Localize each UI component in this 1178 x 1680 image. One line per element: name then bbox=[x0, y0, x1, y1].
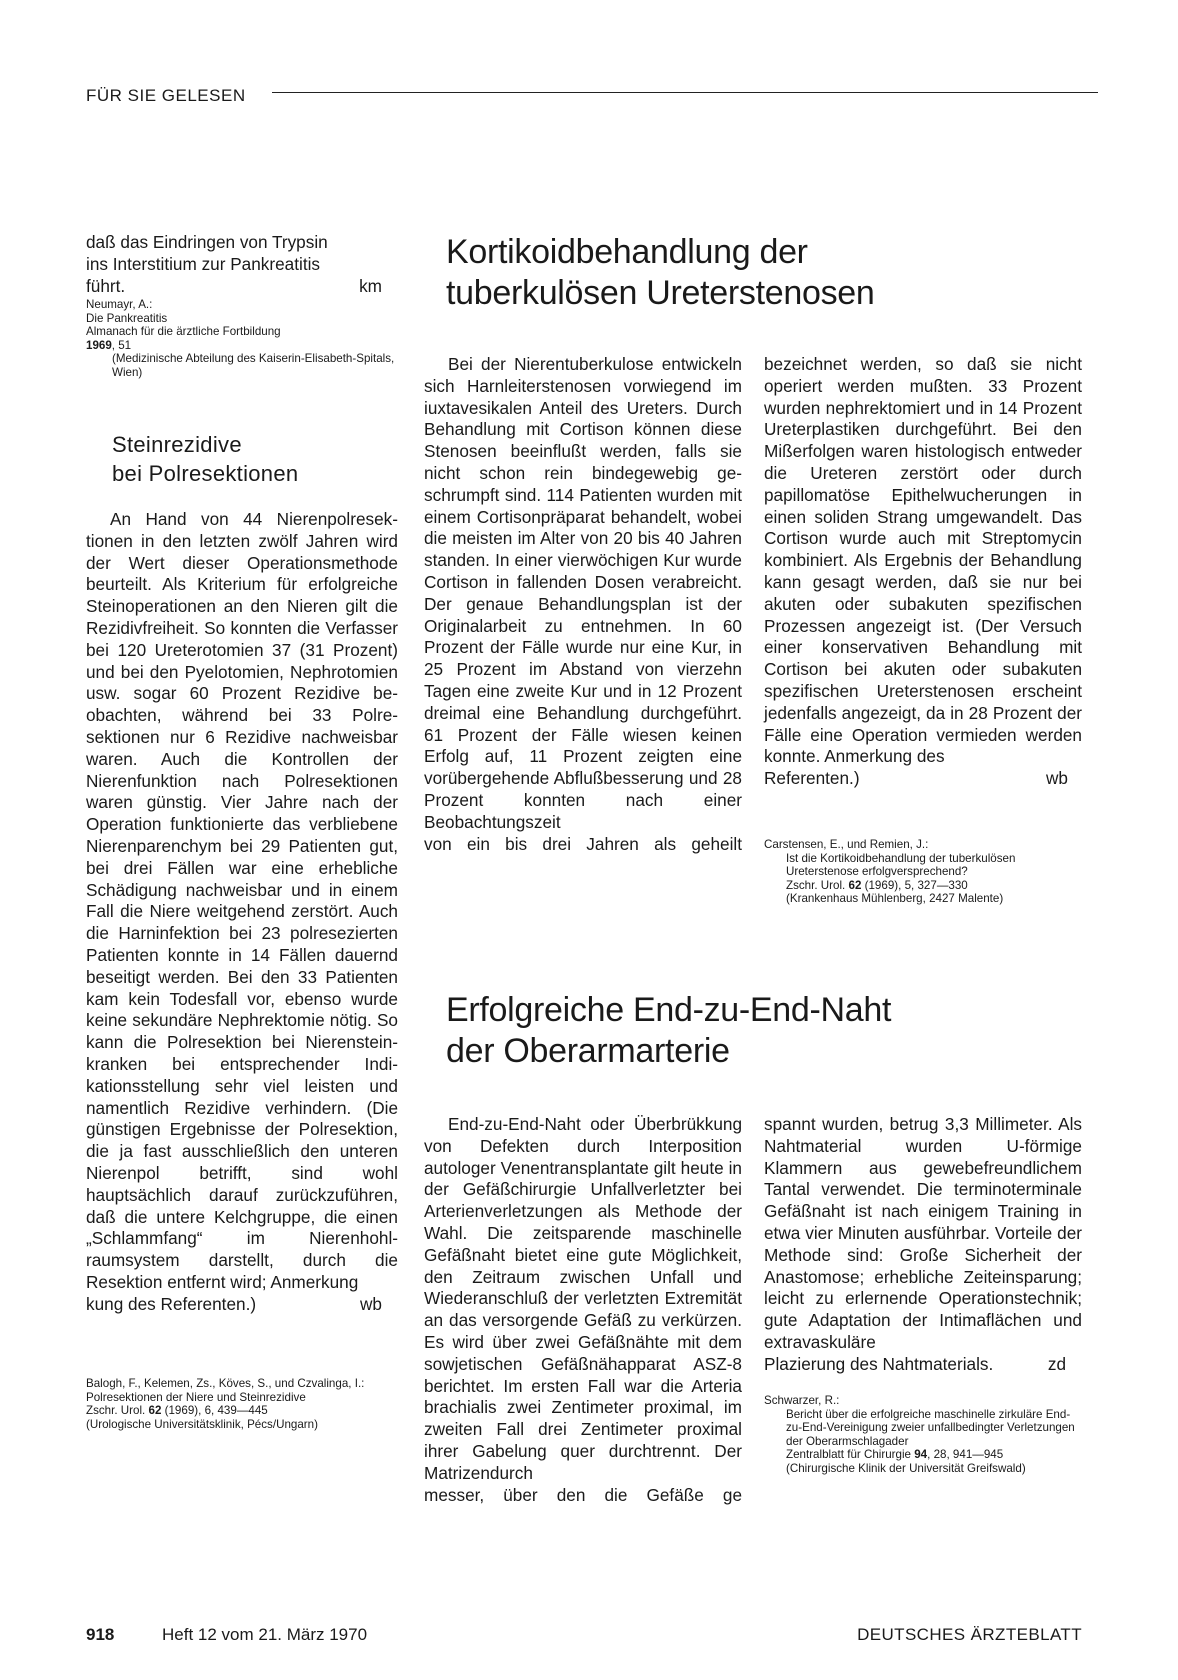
reference-neumayr bbox=[86, 298, 398, 380]
title-line-1: Erfolgreiche End-zu-End-Naht bbox=[446, 991, 892, 1029]
article-last-line bbox=[764, 1354, 1082, 1376]
title-line-1: Kortikoidbehandlung der bbox=[446, 233, 808, 271]
heading-steinrezidive bbox=[112, 430, 402, 488]
reference-carstensen bbox=[764, 838, 1082, 906]
article2-column-b bbox=[764, 354, 1082, 790]
author-signature: km bbox=[359, 275, 382, 296]
title-kortikoidbehandlung bbox=[446, 232, 1086, 314]
reference-title: Die Pankreatitis bbox=[86, 311, 168, 325]
reference-balogh bbox=[86, 1377, 398, 1431]
reference-author: Schwarzer, R.: bbox=[764, 1394, 840, 1407]
reference-institution: (Krankenhaus Mühlenberg, 2427 Malente) bbox=[786, 892, 1004, 906]
reference-authors: Carstensen, E., und Remien, J.: bbox=[764, 838, 929, 851]
title-end-zu-end-naht bbox=[446, 990, 1086, 1072]
header-rule bbox=[272, 92, 1098, 93]
article-last-text: Plazierung des Nahtmaterials. bbox=[764, 1353, 994, 1374]
article3-column-a bbox=[424, 1114, 742, 1506]
column-left bbox=[86, 232, 398, 297]
article-paragraph: Bei der Nierentuberkulose entwickeln sich Harnleiterstenosen vorwiegend im iuxtavesikalen Anteil des Ureters. Durch Behandlung mit Cortison können diese Stenosen beeinflußt werden, falls sie nicht schon rein bindegewebig geschrumpft sind. 114 Patienten wurden mit einem Cortisonpräparat behandelt, wobei die meisten im Alter von 20 bis 40 Jahren standen. In einer vierwöchigen Kur wurde Cortison in fallenden Dosen verabreicht. Der genaue Behandlungsplan ist der Originalarbeit zu entnehmen. In 60 Prozent der Fälle wurde nur eine Kur, in 25 Prozent im Abstand von vierzehn Tagen eine zweite Kur und in 12 Prozent dreimal eine Behandlung durchgeführt. 61 Prozent der Fälle wiesen keinen Erfolg auf, 11 Prozent zeigten eine vorübergehende Abflußbesserung und 28 Prozent konnten nach einer Beobachtungszeit bbox=[424, 354, 742, 832]
section-label: FÜR SIE GELESEN bbox=[86, 86, 246, 105]
issue-info: Heft 12 vom 21. März 1970 bbox=[162, 1625, 368, 1644]
article-last-line bbox=[86, 1294, 398, 1316]
article-last-line: messer, über den die Gefäße ge bbox=[424, 1484, 742, 1505]
reference-source: Almanach für die ärztliche Fortbildung bbox=[86, 325, 281, 339]
reference-journal: Zentralblatt für Chirurgie 94, 28, 941—945 bbox=[786, 1448, 1004, 1462]
article-paragraph: bezeichnet werden, so daß sie nicht operiert werden mußten. 33 Prozent wurden nephrektomiert und in 14 Prozent Ureterplastiken durchgeführt. Bei den Mißerfolgen waren histologisch entweder die Ureteren zerstört oder durch papillomatöse Epithelwucherungen in einen soliden Strang umgewandelt. Das Cortison wurde auch mit Streptomycin kombiniert. Als Ergebnis der Behandlung kann gesagt werden, daß sie nur bei akuten oder subakuten spezifischen Prozessen angezeigt ist. (Der Versuch einer konservativen Behandlung mit Cortison bei akuten oder subakuten spezifischen Ureterstenosen erscheint jedenfalls angezeigt, da in 28 Prozent der Fälle eine Operation vermieden werden konnte. Anmerkung des bbox=[764, 354, 1082, 767]
reference-schwarzer bbox=[764, 1394, 1082, 1476]
article-last-line: von ein bis drei Jahren als geheilt bbox=[424, 833, 742, 854]
article-last-text: kung des Referenten.) bbox=[86, 1293, 257, 1314]
page-number: 918 bbox=[86, 1625, 115, 1644]
reference-journal: Zschr. Urol. 62 (1969), 5, 327—330 bbox=[786, 878, 968, 892]
carryover-last-text: führt. bbox=[86, 275, 126, 296]
reference-title: Ist die Kortikoidbehandlung der tuberkulösen Ureterstenose erfolgversprechend? bbox=[786, 851, 1016, 879]
carryover-line-2: ins Interstitium zur Pankreatitis bbox=[86, 253, 321, 274]
article2-column-a bbox=[424, 354, 742, 855]
article-paragraph: spannt wurden, betrug 3,3 Millimeter. Als Nahtmaterial wurden U-förmige Klammern aus gewebefreundlichem Tantal verwendet. Die terminoterminale Gefäßnaht ist nach einigem Training in etwa vier Minuten ausführbar. Vorteile der Methode sind: Große Sicherheit der Anastomose; erhebliche Zeiteinsparung; leicht zu erlernende Operationstechnik; gute Adaptation der Intimaflächen und extravaskuläre bbox=[764, 1114, 1082, 1352]
author-signature: zd bbox=[1047, 1353, 1066, 1374]
reference-title: Polresektionen der Niere und Steinrezidive bbox=[86, 1390, 306, 1404]
reference-institution: (Medizinische Abteilung des Kaiserin-Elisabeth-Spitals, Wien) bbox=[112, 352, 395, 379]
journal-name: DEUTSCHES ÄRZTEBLATT bbox=[857, 1625, 1082, 1644]
carryover-line-1: daß das Eindringen von Trypsin bbox=[86, 232, 328, 252]
title-line-2: tuberkulösen Ureterstenosen bbox=[446, 274, 875, 312]
article-steinrezidive-body bbox=[86, 509, 398, 1315]
reference-institution: (Chirurgische Klinik der Universität Greifswald) bbox=[786, 1461, 1026, 1475]
article3-column-b bbox=[764, 1114, 1082, 1376]
reference-journal: Zschr. Urol. 62 (1969), 6, 439—445 bbox=[86, 1404, 268, 1418]
article-paragraph: An Hand von 44 Nierenpolresektionen in den letzten zwölf Jahren wird der Wert dieser Operationsmethode beurteilt. Als Kriterium für erfolgreiche Steinoperationen an den Nieren gilt die Rezidivfreiheit. So konnten die Verfasser bei 120 Ureterotomien 37 (31 Prozent) und bei den Pyelotomien, Nephrotomien usw. sogar 60 Prozent Rezidive beobachten, während bei 33 Polresektionen nur 6 Rezidive nachweisbar waren. Auch die Kontrollen der Nierenfunktion nach Polresektionen waren günstig. Vier Jahre nach der Operation funktionierte das verbliebene Nierenparenchym bei 29 Patienten gut, bei drei Fällen war eine erhebliche Schädigung nachweisbar und in einem Fall die Niere weitgehend zerstört. Auch die Harninfektion bei 23 polresezierten Patienten konnte in 14 Fällen dauernd beseitigt werden. Bei den 33 Patienten kam kein Todesfall vor, ebenso wurde keine sekundäre Nephrektomie nötig. So kann die Polresektion bei Nierensteinkranken bei entsprechender Indikationsstellung sehr viel leisten und namentlich Rezidive verhindern. (Die günstigen Ergebnisse der Polresektion, die ja fast ausschließlich den unteren Nierenpol betrifft, sind wohl hauptsächlich darauf zurückzuführen, daß die untere Kelchgruppe, die einen „Schlammfang“ im Nierenhohlraumsystem darstellt, durch die Resektion entfernt wird; Anmerkung bbox=[86, 509, 398, 1292]
article-last-text: Referenten.) bbox=[764, 768, 860, 789]
heading-line-1: Steinrezidive bbox=[112, 432, 242, 457]
author-signature: wb bbox=[360, 1293, 382, 1314]
reference-authors: Balogh, F., Kelemen, Zs., Köves, S., und Czvalinga, I.: bbox=[86, 1377, 365, 1390]
heading-line-2: bei Polresektionen bbox=[112, 461, 299, 486]
carryover-last-line bbox=[86, 276, 398, 298]
article-paragraph: End-zu-End-Naht oder Überbrükkung von Defekten durch Interposition autologer Venentransplantate gilt heute in der Gefäßchirurgie Unfallverletzter bei Arterienverletzungen als Methode der Wahl. Die zeitsparende maschinelle Gefäßnaht bietet eine gute Möglichkeit, den Zeitraum zwischen Unfall und Wiederanschluß der verletzten Extremität an das versorgende Gefäß zu verkürzen. Es wird über zwei Gefäßnähte mit dem sowjetischen Gefäßnähapparat ASZ-8 berichtet. Im ersten Fall war die Arteria brachialis zwei Zentimeter proximal, im zweiten Fall drei Zentimeter proximal ihrer Gabelung quer durchtrennt. Der Matrizendurch bbox=[424, 1114, 742, 1483]
reference-year: 1969, 51 bbox=[86, 338, 132, 352]
reference-author: Neumayr, A.: bbox=[86, 298, 153, 311]
reference-institution: (Urologische Universitätsklinik, Pécs/Ungarn) bbox=[86, 1417, 318, 1431]
reference-title: Bericht über die erfolgreiche maschinelle zirkuläre End-zu-End-Vereinigung zweier unfallbedingter Verletzungen der Oberarmschlagader bbox=[786, 1407, 1075, 1448]
author-signature: wb bbox=[1046, 768, 1068, 789]
article-last-line bbox=[764, 768, 1082, 790]
title-line-2: der Oberarmarterie bbox=[446, 1032, 730, 1070]
